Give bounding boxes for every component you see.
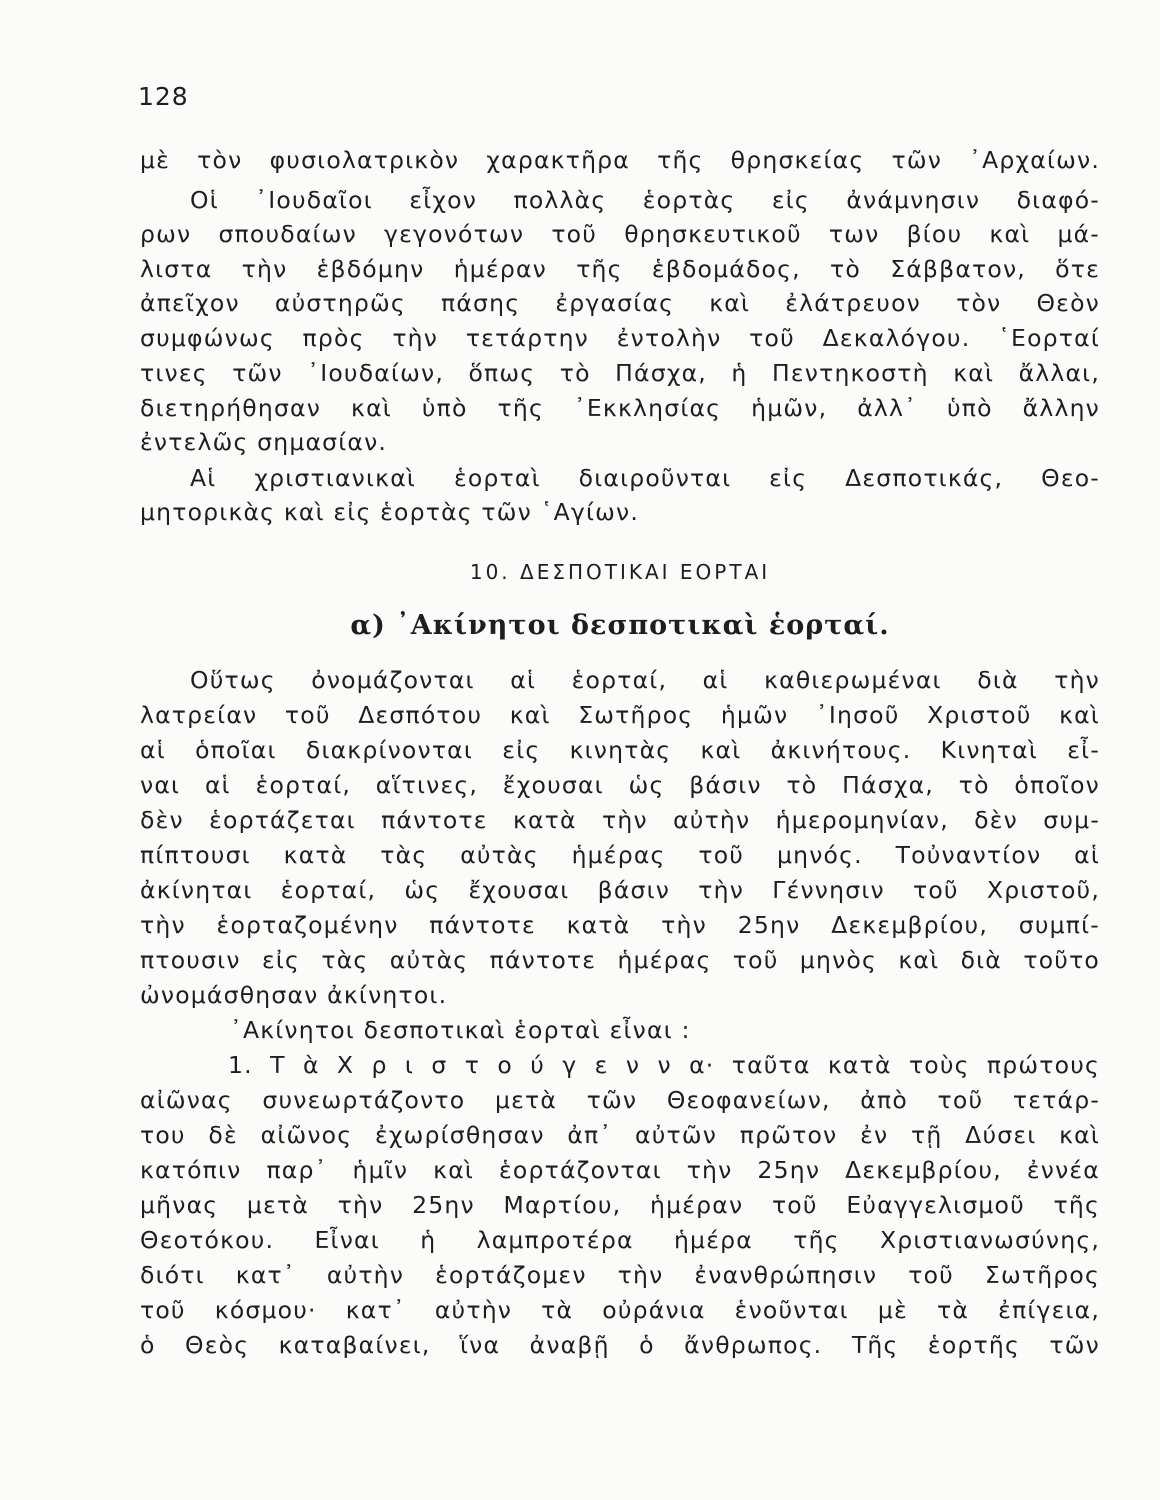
text-line: διετηρήθησαν καὶ ὑπὸ τῆς ᾿Εκκλησίας ἡμῶν, ἀλλ᾿ ὑπὸ ἄλλην <box>140 394 1100 422</box>
text-line: Οὕτως ὀνομάζονται αἱ ἑορταί, αἱ καθιερωμέναι διὰ τὴν <box>190 666 1100 694</box>
text-line: τὴν ἑορταζομένην πάντοτε κατὰ τὴν 25ην Δεκεμβρίου, συμπί- <box>140 911 1100 939</box>
text-line: Αἱ χριστιανικαὶ ἑορταὶ διαιροῦνται εἰς Δεσποτικάς, Θεο- <box>190 464 1100 492</box>
text-line: ναι αἱ ἑορταί, αἵτινες, ἔχουσαι ὡς βάσιν τὸ Πάσχα, τὸ ὁποῖον <box>140 771 1100 799</box>
text-line: λιστα τὴν ἑβδόμην ἡμέραν τῆς ἑβδομάδος, τὸ Σάββατον, ὅτε <box>140 255 1100 283</box>
text-line: ρων σπουδαίων γεγονότων τοῦ θρησκευτικοῦ των βίου καὶ μά- <box>140 220 1100 248</box>
page-number: 128 <box>138 82 189 111</box>
text-line: δὲν ἑορτάζεται πάντοτε κατὰ τὴν αὐτὴν ἡμερομηνίαν, δὲν συμ- <box>140 806 1100 834</box>
text-line: ἀπεῖχον αὐστηρῶς πάσης ἐργασίας καὶ ἐλάτρευον τὸν Θεὸν <box>140 289 1100 317</box>
text-line: πτουσιν εἰς τὰς αὐτὰς πάντοτε ἡμέρας τοῦ μηνὸς καὶ διὰ τοῦτο <box>140 946 1100 974</box>
text-line: του δὲ αἰῶνος ἐχωρίσθησαν ἀπ᾿ αὐτῶν πρῶτον ἐν τῇ Δύσει καὶ <box>140 1121 1100 1149</box>
text-line: αἱ ὁποῖαι διακρίνονται εἰς κινητὰς καὶ ἀκινήτους. Κινηταὶ εἶ- <box>140 736 1100 764</box>
text-line: Θεοτόκου. Εἶναι ἡ λαμπροτέρα ἡμέρα τῆς Χριστιανωσύνης, <box>140 1226 1100 1254</box>
text-line: ὠνομάσθησαν ἀκίνητοι. <box>140 981 448 1009</box>
text-line: πίπτουσι κατὰ τὰς αὐτὰς ἡμέρας τοῦ μηνός. Τοὐναντίον αἱ <box>140 841 1100 869</box>
text-line: μὲ τὸν φυσιολατρικὸν χαρακτῆρα τῆς θρησκείας τῶν ᾿Αρχαίων. <box>140 146 1100 174</box>
text-line: αἰῶνας συνεωρτάζοντο μετὰ τῶν Θεοφανείων, ἀπὸ τοῦ τετάρ- <box>140 1086 1100 1114</box>
text-line: ᾿Ακίνητοι δεσποτικαὶ ἑορταὶ εἶναι : <box>230 1016 691 1044</box>
text-line: μητορικὰς καὶ εἰς ἑορτὰς τῶν ῾Αγίων. <box>140 498 640 526</box>
text-line: συμφώνως πρὸς τὴν τετάρτην ἐντολὴν τοῦ Δεκαλόγου. ῾Εορταί <box>140 324 1100 352</box>
text-line: ὁ Θεὸς καταβαίνει, ἵνα ἀναβῇ ὁ ἄνθρωπος. Τῆς ἑορτῆς τῶν <box>140 1331 1100 1359</box>
text-line: ἐντελῶς σημασίαν. <box>140 428 388 456</box>
text-line: 1. Τ ὰ Χ ρ ι σ τ ο ύ γ ε ν ν α· ταῦτα κατὰ τοὺς πρώτους <box>228 1051 1100 1079</box>
text-line: κατόπιν παρ᾿ ἡμῖν καὶ ἑορτάζονται τὴν 25ην Δεκεμβρίου, ἐννέα <box>140 1156 1100 1184</box>
section-heading: 10. ΔΕΣΠΟΤΙΚΑΙ ΕΟΡΤΑΙ <box>469 560 771 584</box>
text-line: τινες τῶν ᾿Ιουδαίων, ὅπως τὸ Πάσχα, ἡ Πεντηκοστὴ καὶ ἄλλαι, <box>140 359 1100 387</box>
text-line: διότι κατ᾿ αὐτὴν ἑορτάζομεν τὴν ἐνανθρώπησιν τοῦ Σωτῆρος <box>140 1261 1100 1289</box>
subsection-heading: α) ᾿Ακίνητοι δεσποτικαὶ ἑορταί. <box>350 610 890 641</box>
text-line: λατρείαν τοῦ Δεσπότου καὶ Σωτῆρος ἡμῶν ᾿Ιησοῦ Χριστοῦ καὶ <box>140 701 1100 729</box>
text-line: ἀκίνηται ἑορταί, ὡς ἔχουσαι βάσιν τὴν Γέννησιν τοῦ Χριστοῦ, <box>140 876 1100 904</box>
text-line: μῆνας μετὰ τὴν 25ην Μαρτίου, ἡμέραν τοῦ Εὐαγγελισμοῦ τῆς <box>140 1191 1100 1219</box>
text-line: τοῦ κόσμου· κατ᾿ αὐτὴν τὰ οὐράνια ἑνοῦνται μὲ τὰ ἐπίγεια, <box>140 1296 1100 1324</box>
text-line: Οἱ ᾿Ιουδαῖοι εἶχον πολλὰς ἑορτὰς εἰς ἀνάμνησιν διαφό- <box>190 186 1100 214</box>
